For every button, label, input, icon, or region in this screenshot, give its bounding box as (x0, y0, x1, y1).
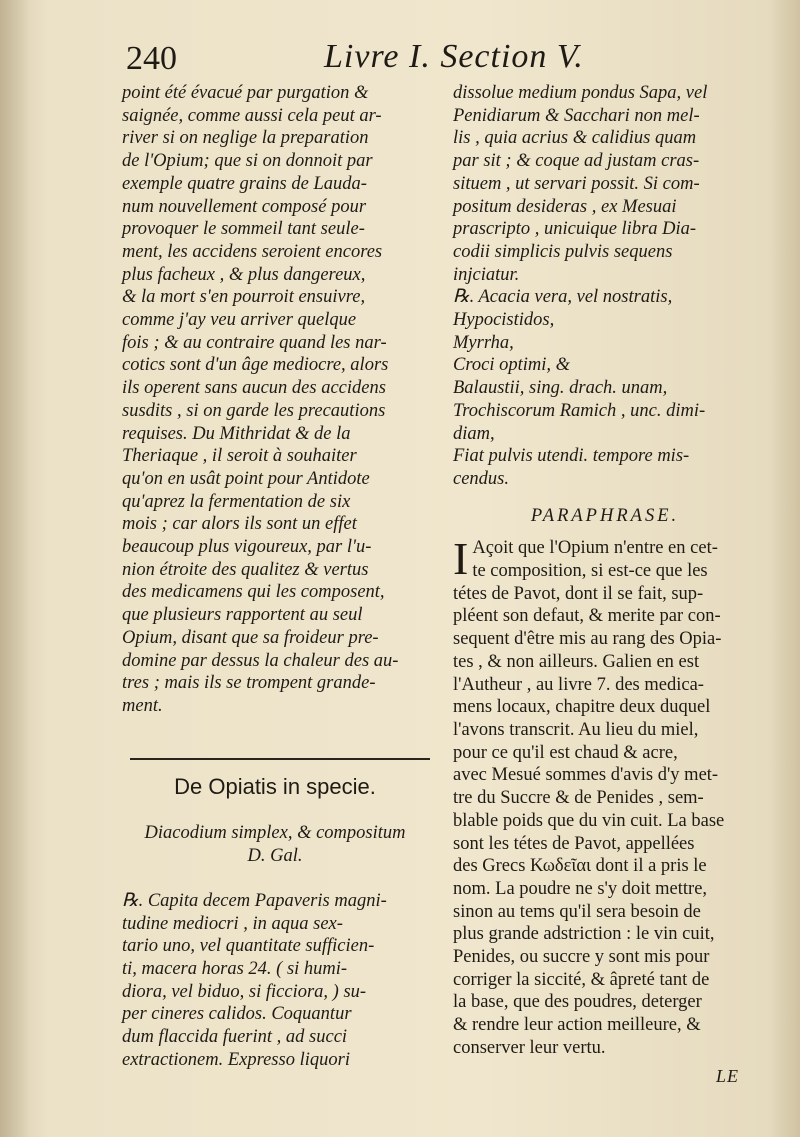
text-line: des medicamens qui les composent, (122, 582, 385, 603)
paraphrase-line: mens locaux, chapitre deux duquel (453, 697, 711, 718)
paraphrase-line: tre du Succre & de Penides , sem- (453, 788, 704, 809)
paraphrase-line: sinon au tems qu'il sera besoin de (453, 901, 701, 922)
paraphrase-line: tes , & non ailleurs. Galien en est (453, 651, 700, 672)
left-column (122, 82, 428, 1071)
page-gutter-shadow (0, 0, 30, 1137)
right-column (453, 82, 757, 1060)
text-line: Opium, disant que sa froideur pre- (122, 627, 379, 648)
text-line: requises. Du Mithridat & de la (122, 423, 351, 444)
text-line: codii simplicis pulvis sequens (453, 241, 673, 262)
paraphrase-line: sequent d'être mis au rang des Opia- (453, 629, 722, 650)
page-number: 240 (126, 40, 177, 77)
ingredient-list (453, 286, 757, 490)
text-line: point été évacué par purgation & (122, 83, 369, 103)
paraphrase-line: pléent son defaut, & merite par con- (453, 606, 721, 627)
running-title: Livre I. Section V. (324, 38, 584, 75)
recipe-line: dum flaccida fuerint , ad succi (122, 1027, 348, 1048)
text-line: lis , quia acrius & calidius quam (453, 128, 697, 149)
paraphrase-line: avec Mesué sommes d'avis d'y met- (453, 765, 719, 786)
paraphrase-line: sont les tétes de Pavot, appellées (453, 833, 695, 854)
recipe-text (122, 890, 428, 1072)
paraphrase-line: tétes de Pavot, dont il se fait, sup- (453, 583, 704, 604)
ingredient-line: Fiat pulvis utendi. tempore mis- (453, 446, 690, 467)
paraphrase-line: Açoit que l'Opium n'entre en cet- (472, 538, 718, 559)
text-line: provoquer le sommeil tant seule- (122, 219, 365, 240)
recipe-line: ti, macera horas 24. ( si humi- (122, 958, 348, 979)
text-line: situem , ut servari possit. Si com- (453, 173, 700, 194)
text-line: beaucoup plus vigoureux, par l'u- (122, 537, 372, 558)
paraphrase-text (453, 533, 757, 1059)
paraphrase-line: nom. La poudre ne s'y doit mettre, (453, 878, 708, 899)
section-title: De Opiatis in specie. (174, 773, 376, 799)
text-line: & la mort s'en pourroit ensuivre, (122, 287, 366, 308)
text-line: que plusieurs rapportent au seul (122, 605, 363, 626)
ingredient-line: Balaustii, sing. drach. unam, (453, 378, 668, 399)
text-line: fois ; & au contraire quand les nar- (122, 332, 387, 353)
ingredient-line: Myrrha, (453, 332, 514, 353)
paraphrase-line: des Grecs Κωδεῖαι dont il a pris le (453, 856, 707, 877)
paraphrase-line: pour ce qu'il est chaud & acre, (453, 742, 678, 763)
paraphrase-line: te composition, si est-ce que les (472, 561, 708, 582)
text-line: tres ; mais ils se trompent grande- (122, 673, 376, 694)
text-line: saignée, comme aussi cela peut ar- (122, 105, 382, 126)
recipe-line: tudine mediocri , in aqua sex- (122, 913, 343, 934)
paraphrase-heading: PARAPHRASE. (530, 505, 680, 526)
ingredient-line: ℞. Acacia vera, vel nostratis, (453, 287, 673, 308)
recipe-author-line: D. Gal. (247, 846, 303, 867)
paraphrase-line: l'Autheur , au livre 7. des medica- (453, 674, 704, 695)
text-line: prascripto , unicuique libra Dia- (453, 219, 697, 240)
text-line: plus facheux , & plus dangereux, (122, 264, 366, 285)
text-line: mois ; car alors ils sont un effet (122, 514, 357, 535)
text-line: num nouvellement composé pour (122, 196, 367, 217)
recipe-title (122, 822, 428, 867)
text-line: river si on neglige la preparation (122, 128, 369, 149)
text-line: injciatur. (453, 264, 520, 285)
text-line: Penidiarum & Sacchari non mel- (453, 105, 700, 126)
paraphrase-line: conserver leur vertu. (453, 1037, 606, 1058)
catchword: LE (716, 1066, 740, 1086)
text-line: ment, les accidens seroient encores (122, 241, 383, 262)
paraphrase-line: corriger la siccité, & âpreté tant de (453, 969, 710, 990)
text-line: susdits , si on garde les precautions (122, 400, 386, 421)
ingredient-line: Hypocistidos, (453, 310, 555, 331)
paraphrase-line: l'avons transcrit. Au lieu du miel, (453, 719, 699, 740)
text-line: cotics sont d'un âge mediocre, alors (122, 355, 389, 376)
recipe-line: per cineres calidos. Coquantur (122, 1004, 352, 1025)
text-line: nion étroite des qualitez & vertus (122, 559, 369, 580)
text-line: ment. (122, 695, 163, 716)
drop-cap: I (453, 533, 469, 585)
text-line: par sit ; & coque ad justam cras- (453, 151, 700, 172)
recipe-line: diora, vel biduo, si ficciora, ) su- (122, 981, 367, 1002)
text-line: comme j'ay veu arriver quelque (122, 310, 357, 331)
paraphrase-line: la base, que des poudres, deterger (453, 992, 702, 1013)
text-line: de l'Opium; que si on donnoit par (122, 151, 373, 172)
ingredient-line: cendus. (453, 468, 509, 489)
paraphrase-line: Penides, ou succre y sont mis pour (453, 947, 710, 968)
recipe-title-line: Diacodium simplex, & compositum (144, 823, 406, 844)
ingredient-line: Trochiscorum Ramich , unc. dimi- (453, 400, 706, 421)
text-line: dissolue medium pondus Sapa, vel (453, 83, 708, 103)
right-latin-text (453, 82, 757, 286)
ingredient-line: diam, (453, 423, 495, 444)
paraphrase-line: & rendre leur action meilleure, & (453, 1015, 701, 1036)
text-line: qu'on en usât point pour Antidote (122, 468, 370, 489)
text-line: positum desideras , ex Mesuai (453, 196, 677, 217)
page-header (118, 38, 600, 82)
text-line: ils operent sans aucun des accidens (122, 378, 386, 399)
section-divider (130, 758, 430, 760)
text-line: Theriaque , il seroit à souhaiter (122, 446, 357, 467)
text-line: exemple quatre grains de Lauda- (122, 173, 367, 194)
ingredient-line: Croci optimi, & (453, 355, 570, 376)
recipe-line: tario uno, vel quantitate sufficien- (122, 936, 375, 957)
left-french-text (122, 82, 428, 718)
recipe-line: ℞. Capita decem Papaveris magni- (122, 890, 387, 911)
paraphrase-line: blable poids que du vin cuit. La base (453, 810, 725, 831)
recipe-line: extractionem. Expresso liquori (122, 1049, 350, 1070)
text-line: qu'aprez la fermentation de six (122, 491, 351, 512)
text-line: domine par dessus la chaleur des au- (122, 650, 399, 671)
paraphrase-line: plus grande adstriction : le vin cuit, (453, 924, 715, 945)
